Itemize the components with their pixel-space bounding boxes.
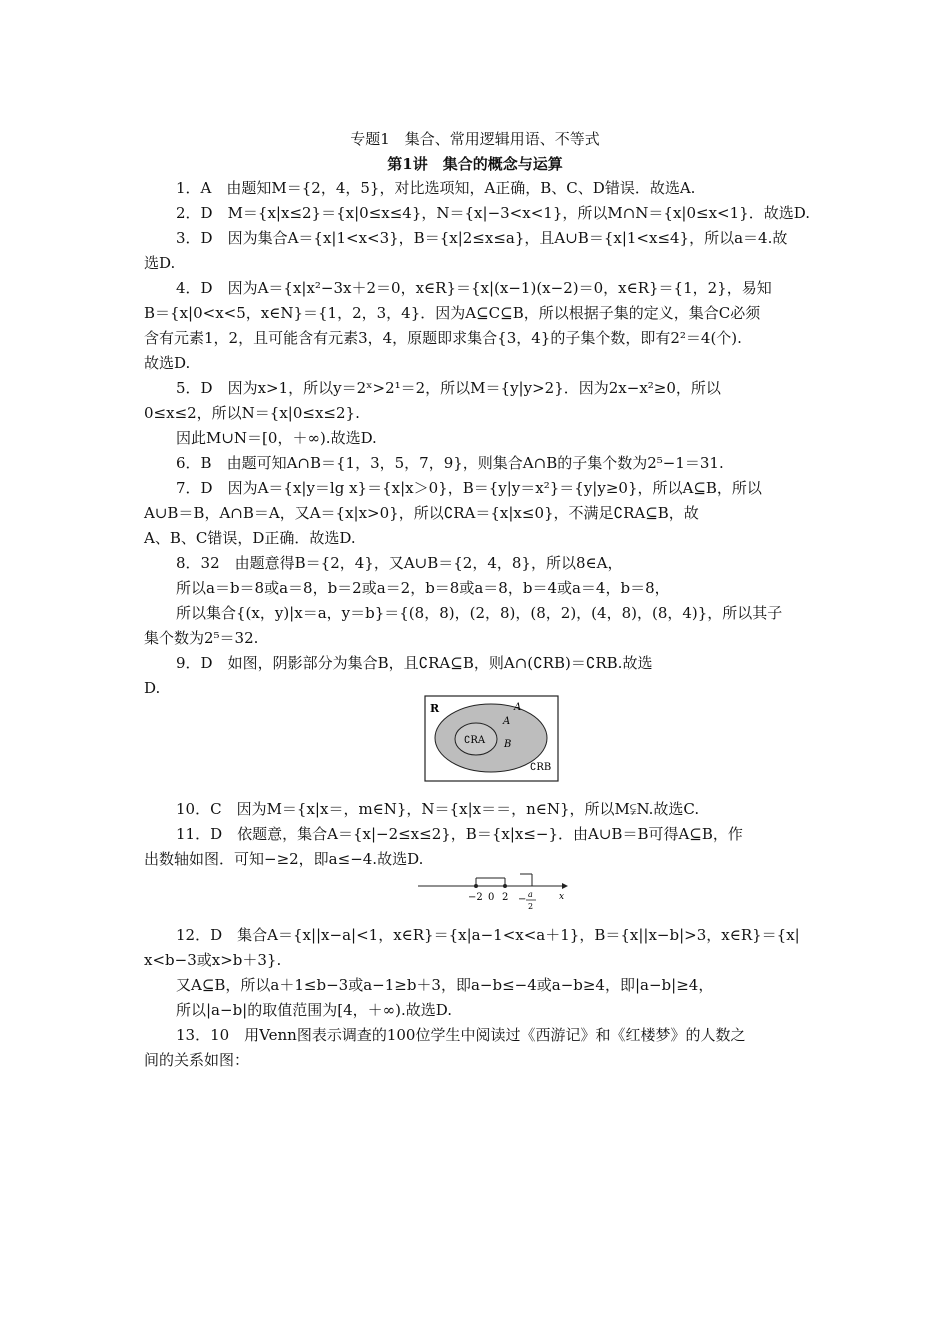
label-b: B [504, 739, 512, 750]
answer-line: A、B、C错误，D正确．故选D. [144, 529, 356, 547]
label-a-outer: A [514, 702, 522, 713]
answer-line: 集个数为2⁵＝32. [144, 629, 259, 647]
answer-line: 2．D M＝{x|x≤2}＝{x|0≤x≤4}，N＝{x|−3<x<1}，所以M∩N＝{x|0≤x<1}．故选D. [176, 204, 810, 222]
answer-line: 5．D 因为x>1，所以y＝2ˣ>2¹＝2，所以M＝{y|y>2}．因为2x−x²≥0，所以 [176, 379, 721, 397]
answer-line: 1．A 由题知M＝{2，4，5}，对比选项知，A正确，B、C、D错误．故选A. [176, 179, 696, 197]
answer-line: 故选D. [144, 354, 191, 372]
answer-line: 间的关系如图： [144, 1051, 250, 1069]
answer-line: 6．B 由题可知A∩B＝{1，3，5，7，9}，则集合A∩B的子集个数为2⁵−1＝31. [176, 454, 724, 472]
answer-line: 10．C 因为M＝{x|x＝，m∈N}，N＝{x|x＝＝，n∈N}，所以M⫋N.故选C. [176, 800, 700, 818]
answer-line: B＝{x|0<x<5，x∈N}＝{1，2，3，4}．因为A⊆C⊆B，所以根据子集的定义，集合C必须 [144, 304, 761, 322]
number-line [416, 872, 572, 916]
answer-line: 因此M∪N＝[0，＋∞).故选D. [176, 429, 377, 447]
axis-arrow-icon [562, 883, 568, 889]
answer-line: 3．D 因为集合A＝{x|1<x<3}，B＝{x|2≤x≤a}，且A∪B＝{x|1<x≤4}，所以a＝4.故 [176, 229, 788, 247]
answer-line: 9．D 如图，阴影部分为集合B，且∁RA⊆B，则A∩(∁RB)＝∁RB.故选 [176, 654, 653, 672]
answer-line: 又A⊆B，所以a＋1≤b−3或a−1≥b＋3，即a−b≤−4或a−b≥4，即|a−b|≥4， [176, 976, 714, 994]
tick-label-neg2: −2 [468, 892, 483, 903]
axis-label-x: x [559, 892, 565, 902]
label-complement-b: ∁RB [530, 762, 552, 773]
answer-line: D. [144, 679, 161, 697]
page-title: 专题1 集合、常用逻辑用语、不等式 [350, 130, 600, 148]
answer-line: 出数轴如图．可知−≥2，即a≤−4.故选D. [144, 850, 424, 868]
tick-label-0: 0 [488, 892, 495, 903]
answer-line: 13．10 用Venn图表示调查的100位学生中阅读过《西游记》和《红楼梦》的人数之 [176, 1026, 746, 1044]
section-title: 第1讲 集合的概念与运算 [387, 155, 563, 173]
answer-line: 8．32 由题意得B＝{2，4}，又A∪B＝{2，4，8}，所以8∈A， [176, 554, 623, 572]
answer-line: 选D. [144, 254, 176, 272]
venn-diagram [424, 695, 560, 783]
answer-line: x<b−3或x>b＋3}. [144, 951, 282, 969]
answer-line: 7．D 因为A＝{x|y＝lg x}＝{x|x＞0}，B＝{y|y＝x²}＝{y|y≥0}，所以A⊆B，所以 [176, 479, 762, 497]
tick-label-a: a [528, 890, 533, 899]
answer-line: 所以a＝b＝8或a＝8，b＝2或a＝2，b＝8或a＝8，b＝4或a＝4，b＝8， [176, 579, 670, 597]
answer-line: 12．D 集合A＝{x||x−a|<1，x∈R}＝{x|a−1<x<a＋1}，B＝{x||x−b|>3，x∈R}＝{x| [176, 926, 800, 944]
point-2 [503, 884, 507, 888]
answer-line: 含有元素1，2，且可能含有元素3，4，原题即求集合{3，4}的子集个数，即有2²＝4(个). [144, 329, 742, 347]
answer-line: 0≤x≤2，所以N＝{x|0≤x≤2}. [144, 404, 360, 422]
label-complement-a: ∁RA [464, 735, 486, 746]
tick-label-2: 2 [502, 892, 509, 903]
label-r: R [430, 702, 440, 715]
answer-line: 所以集合{(x，y)|x＝a，y＝b}＝{(8，8)，(2，8)，(8，2)，(4，8)，(8，4)}，所以其子 [176, 604, 783, 622]
answer-line: 11．D 依题意，集合A＝{x|−2≤x≤2}，B＝{x|x≤−}．由A∪B＝B可得A⊆B，作 [176, 825, 743, 843]
answer-line: A∪B＝B，A∩B＝A，又A＝{x|x>0}，所以∁RA＝{x|x≤0}，不满足∁RA⊆B，故 [144, 504, 699, 522]
tick-label-2-den: 2 [528, 902, 534, 911]
point-neg2 [474, 884, 478, 888]
tick-label-neg-a-half-sign: − [518, 894, 527, 905]
answer-line: 所以|a−b|的取值范围为[4，＋∞).故选D. [176, 1001, 452, 1019]
answer-line: 4．D 因为A＝{x|x²−3x＋2＝0，x∈R}＝{x|(x−1)(x−2)＝0，x∈R}＝{1，2}，易知 [176, 279, 772, 297]
label-a-inner: A [503, 716, 511, 727]
